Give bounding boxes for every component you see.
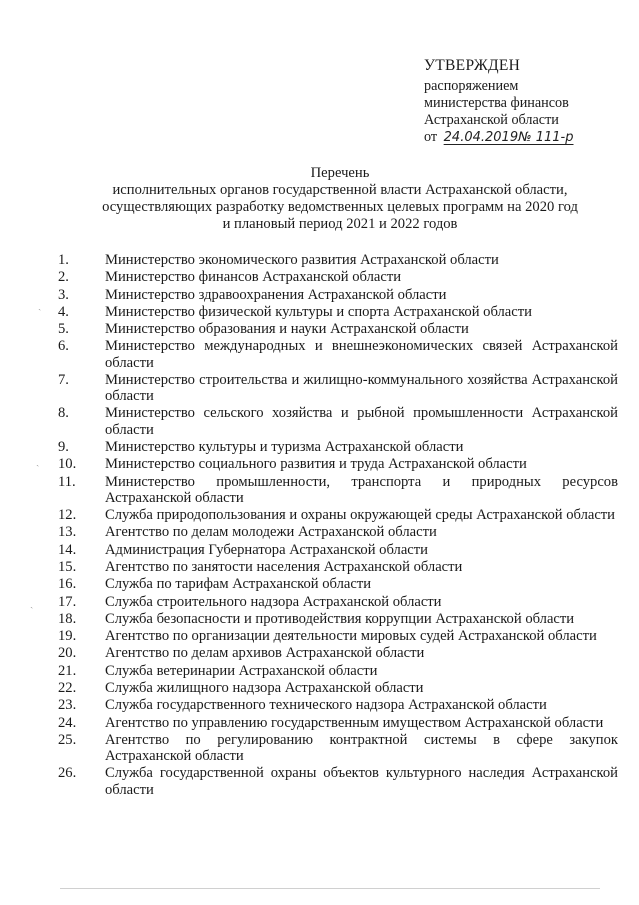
approval-line-3: Астраханской области bbox=[424, 112, 559, 128]
approval-block bbox=[424, 57, 624, 146]
list-item-text: Служба ветеринарии Астраханской области bbox=[105, 662, 378, 679]
list-item-text: Служба жилищного надзора Астраханской области bbox=[105, 680, 424, 697]
list-item-text: Служба безопасности и противодействия коррупции Астраханской области bbox=[105, 610, 575, 627]
list-item-number: 6. bbox=[58, 338, 69, 355]
list-item bbox=[58, 559, 618, 575]
approval-from-label: от bbox=[424, 129, 438, 145]
list-item-text: Администрация Губернатора Астраханской области bbox=[105, 541, 428, 558]
scan-speck: ˎ bbox=[36, 456, 40, 467]
list-item bbox=[58, 663, 618, 679]
list-item bbox=[58, 542, 618, 558]
list-item-text: Агентство по регулированию контрактной системы в сфере закупок Астраханской области bbox=[105, 731, 618, 765]
list-item-text: Служба природопользования и охраны окружающей среды Астраханской области bbox=[105, 507, 615, 524]
list-item-number: 15. bbox=[58, 558, 77, 575]
approval-date-line bbox=[424, 129, 624, 146]
list-item bbox=[58, 507, 618, 523]
heading-line-3: осуществляющих разработку ведомственных целевых программ на 2020 год bbox=[102, 199, 578, 215]
list-item bbox=[58, 697, 618, 713]
list-item-text: Служба государственной охраны объектов культурного наследия Астраханской области bbox=[105, 765, 618, 798]
list-item-text: Министерство культуры и туризма Астраханской области bbox=[105, 438, 464, 455]
agency-list bbox=[58, 252, 618, 799]
list-item-number: 12. bbox=[58, 507, 77, 524]
list-item-text: Служба по тарифам Астраханской области bbox=[105, 576, 372, 593]
list-item-text: Министерство сельского хозяйства и рыбной промышленности Астраханской области bbox=[105, 405, 618, 438]
list-item bbox=[58, 715, 618, 731]
list-item bbox=[58, 456, 618, 472]
list-item bbox=[58, 680, 618, 696]
list-item bbox=[58, 287, 618, 303]
list-item bbox=[58, 524, 618, 540]
list-item-number: 22. bbox=[58, 680, 77, 697]
scan-speck: ˎ bbox=[30, 598, 34, 609]
list-item bbox=[58, 628, 618, 644]
list-item-number: 13. bbox=[58, 524, 77, 541]
list-item bbox=[58, 304, 618, 320]
list-item bbox=[58, 321, 618, 337]
list-item-number: 25. bbox=[58, 731, 77, 748]
list-item-text: Министерство социального развития и труда Астраханской области bbox=[105, 456, 527, 473]
list-item bbox=[58, 372, 618, 404]
list-item-number: 23. bbox=[58, 697, 77, 714]
list-item bbox=[58, 576, 618, 592]
list-item-text: Министерство здравоохранения Астраханской области bbox=[105, 286, 447, 303]
list-item bbox=[58, 611, 618, 627]
list-item-text: Агентство по организации деятельности мировых судей Астраханской области bbox=[105, 628, 597, 645]
list-item-text: Министерство физической культуры и спорта Астраханской области bbox=[105, 303, 532, 320]
list-item bbox=[58, 405, 618, 437]
list-item-text: Министерство финансов Астраханской области bbox=[105, 269, 402, 286]
page-bottom-rule bbox=[60, 888, 600, 889]
list-item-text: Министерство образования и науки Астраханской области bbox=[105, 321, 469, 338]
list-item-text: Агентство по делам молодежи Астраханской области bbox=[105, 524, 437, 541]
list-item-number: 8. bbox=[58, 405, 69, 422]
list-item-number: 7. bbox=[58, 371, 69, 388]
list-item-text: Министерство экономического развития Астраханской области bbox=[105, 252, 499, 268]
list-item-number: 24. bbox=[58, 714, 77, 731]
list-item-number: 2. bbox=[58, 269, 69, 286]
list-item bbox=[58, 765, 618, 797]
list-item-number: 10. bbox=[58, 456, 77, 473]
list-item-text: Служба строительного надзора Астраханской области bbox=[105, 593, 442, 610]
list-item-number: 4. bbox=[58, 303, 69, 320]
list-item-text: Министерство промышленности, транспорта и природных ресурсов Астраханской области bbox=[105, 473, 618, 506]
list-item-text: Министерство международных и внешнеэкономических связей Астраханской области bbox=[105, 338, 618, 371]
document-heading bbox=[80, 165, 600, 233]
list-item-text: Служба государственного технического надзора Астраханской области bbox=[105, 697, 547, 714]
list-item bbox=[58, 252, 618, 268]
handwritten-date-number: 24.04.2019№ 111-р bbox=[443, 130, 574, 145]
list-item-text: Агентство по делам архивов Астраханской области bbox=[105, 645, 425, 662]
list-item-number: 18. bbox=[58, 610, 77, 627]
list-item bbox=[58, 269, 618, 285]
list-item bbox=[58, 645, 618, 661]
list-item-number: 5. bbox=[58, 321, 69, 338]
list-item-number: 19. bbox=[58, 628, 77, 645]
list-item-number: 1. bbox=[58, 252, 69, 268]
list-item-number: 3. bbox=[58, 286, 69, 303]
list-item-number: 17. bbox=[58, 593, 77, 610]
heading-line-2: исполнительных органов государственной власти Астраханской области, bbox=[112, 182, 568, 198]
list-item-number: 14. bbox=[58, 541, 77, 558]
list-item bbox=[58, 594, 618, 610]
list-item-number: 26. bbox=[58, 765, 77, 782]
heading-line-4: и плановый период 2021 и 2022 годов bbox=[222, 216, 458, 232]
list-item bbox=[58, 439, 618, 455]
list-item-text: Агентство по управлению государственным имуществом Астраханской области bbox=[105, 714, 604, 731]
list-item-text: Агентство по занятости населения Астраханской области bbox=[105, 558, 463, 575]
heading-line-1: Перечень bbox=[310, 165, 370, 181]
list-item-text: Министерство строительства и жилищно-коммунального хозяйства Астраханской области bbox=[105, 371, 618, 405]
list-item-number: 9. bbox=[58, 438, 69, 455]
scan-speck: ˎ bbox=[38, 300, 42, 311]
approval-line-1: распоряжением bbox=[424, 78, 519, 94]
approval-title: УТВЕРЖДЕН bbox=[424, 57, 521, 74]
list-item-number: 20. bbox=[58, 645, 77, 662]
list-item bbox=[58, 338, 618, 370]
list-item bbox=[58, 474, 618, 506]
list-item-number: 21. bbox=[58, 662, 77, 679]
list-item-number: 11. bbox=[58, 473, 76, 490]
list-item bbox=[58, 732, 618, 764]
approval-line-2: министерства финансов bbox=[424, 95, 569, 111]
list-item-number: 16. bbox=[58, 576, 77, 593]
